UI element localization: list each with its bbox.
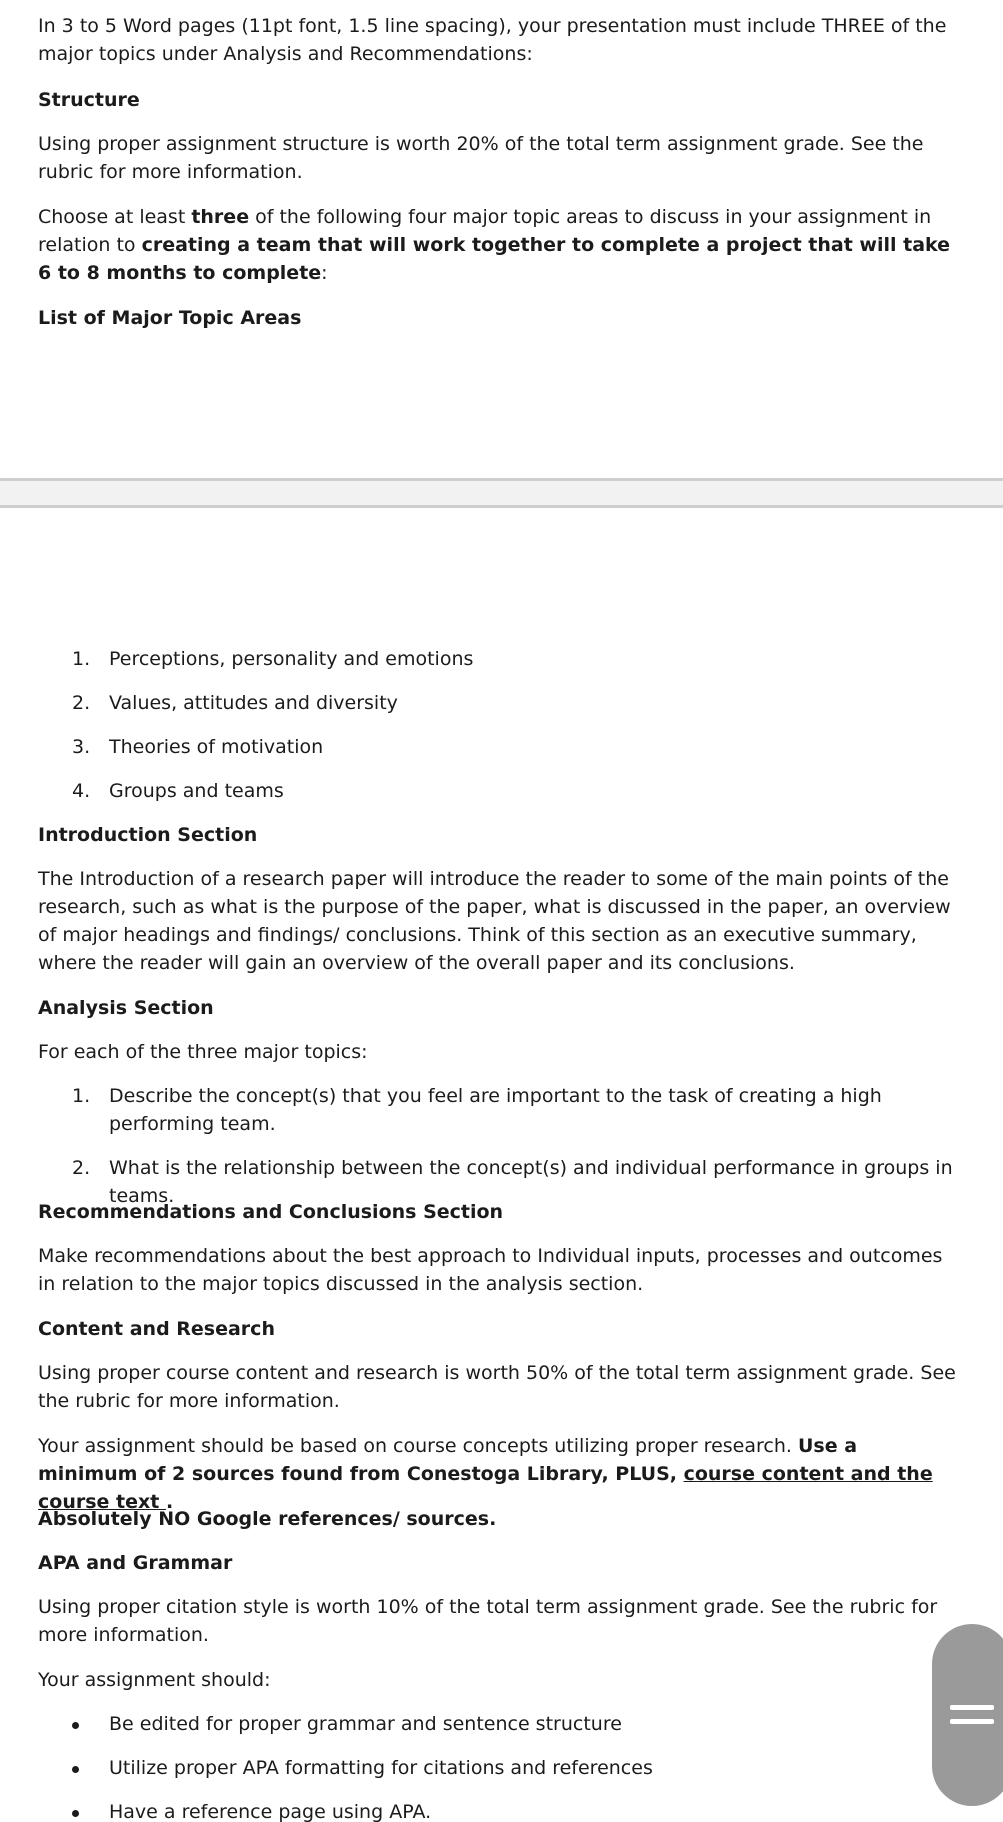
bullet-icon [72,1810,79,1817]
intro-paragraph [38,12,963,68]
apa-bullet-2 [38,1754,963,1782]
analysis-heading: Analysis Section [38,997,214,1019]
sources-end: . [165,1491,174,1513]
sources-bold-text: Use a minimum of 2 sources found from Conestoga Library, PLUS, [38,1435,858,1485]
topic-item-4 [38,777,963,805]
choose-text-b: of the following four major topic areas to discuss in your assignment in relation to [38,206,932,256]
apa-bullet-3 [38,1798,963,1822]
bullet-icon [72,1766,79,1773]
topic-item-2 [38,689,963,717]
topic-item-1 [38,645,963,673]
structure-heading: Structure [38,89,140,111]
grip-line-icon [950,1705,994,1710]
choose-paragraph [38,203,963,287]
course-content-link[interactable]: course content and the course text [38,1463,933,1513]
content-paragraph: Using proper course content and research is worth 50% of the total term assignment grade. See the rubric for more information. [38,1362,956,1412]
document-page-2 [0,508,1003,1822]
recommendations-paragraph: Make recommendations about the best approach to Individual inputs, processes and outcomes in relation to the major topics discussed in the analysis section. [38,1245,943,1295]
sources-paragraph [38,1432,963,1516]
page-break [0,478,1003,508]
choose-text-c: : [321,262,328,284]
topic-item-3 [38,733,963,761]
choose-bold-three: three [191,206,250,228]
choose-text-a: Choose at least [38,206,192,228]
analysis-text: What is the relationship between the concept(s) and individual performance in groups in teams. [109,1157,953,1207]
recommendations-heading: Recommendations and Conclusions Section [38,1201,504,1223]
topic-number: 3. [72,736,91,758]
introduction-paragraph: The Introduction of a research paper will introduce the reader to some of the main points of the research, such as what is the purpose of the paper, what is discussed in the paper, an overview of major headings and findings/ conclusions. Think of this section as an executive summary, where the reader will gain an overview of the overall paper and its conclusions. [38,868,951,974]
bullet-icon [72,1722,79,1729]
scroll-handle[interactable] [932,1624,1003,1806]
topic-number: 2. [72,692,91,714]
content-heading: Content and Research [38,1318,275,1340]
topic-number: 4. [72,780,91,802]
topic-text: Groups and teams [109,780,284,802]
apa-bullet-1 [38,1710,963,1738]
grip-line-icon [950,1719,994,1724]
choose-bold-team: creating a team that will work together to complete a project that will take 6 to 8 months to complete [38,234,951,284]
bullet-text: Be edited for proper grammar and sentence structure [109,1713,622,1735]
list-heading: List of Major Topic Areas [38,307,302,329]
introduction-heading: Introduction Section [38,824,258,846]
apa-paragraph: Using proper citation style is worth 10% of the total term assignment grade. See the rubric for more information. [38,1596,938,1646]
analysis-lead: For each of the three major topics: [38,1041,368,1063]
topic-text: Values, attitudes and diversity [109,692,398,714]
apa-heading: APA and Grammar [38,1552,233,1574]
topic-text: Perceptions, personality and emotions [109,648,474,670]
topic-text: Theories of motivation [109,736,324,758]
analysis-number: 2. [72,1157,91,1179]
apa-lead: Your assignment should: [38,1669,271,1691]
intro-text: In 3 to 5 Word pages (11pt font, 1.5 line spacing), your presentation must include THREE of the major topics under Analysis and Recommendations: [38,15,947,65]
topic-number: 1. [72,648,91,670]
no-google-notice: Absolutely NO Google references/ sources. [38,1508,497,1530]
structure-paragraph: Using proper assignment structure is worth 20% of the total term assignment grade. See the rubric for more information. [38,133,924,183]
analysis-item-1 [38,1082,963,1138]
document-page-1 [0,0,1003,478]
sources-text: Your assignment should be based on course concepts utilizing proper research. [38,1435,798,1457]
bullet-text: Have a reference page using APA. [109,1801,432,1822]
analysis-text: Describe the concept(s) that you feel are important to the task of creating a high performing team. [109,1085,882,1135]
bullet-text: Utilize proper APA formatting for citations and references [109,1757,653,1779]
analysis-number: 1. [72,1085,91,1107]
